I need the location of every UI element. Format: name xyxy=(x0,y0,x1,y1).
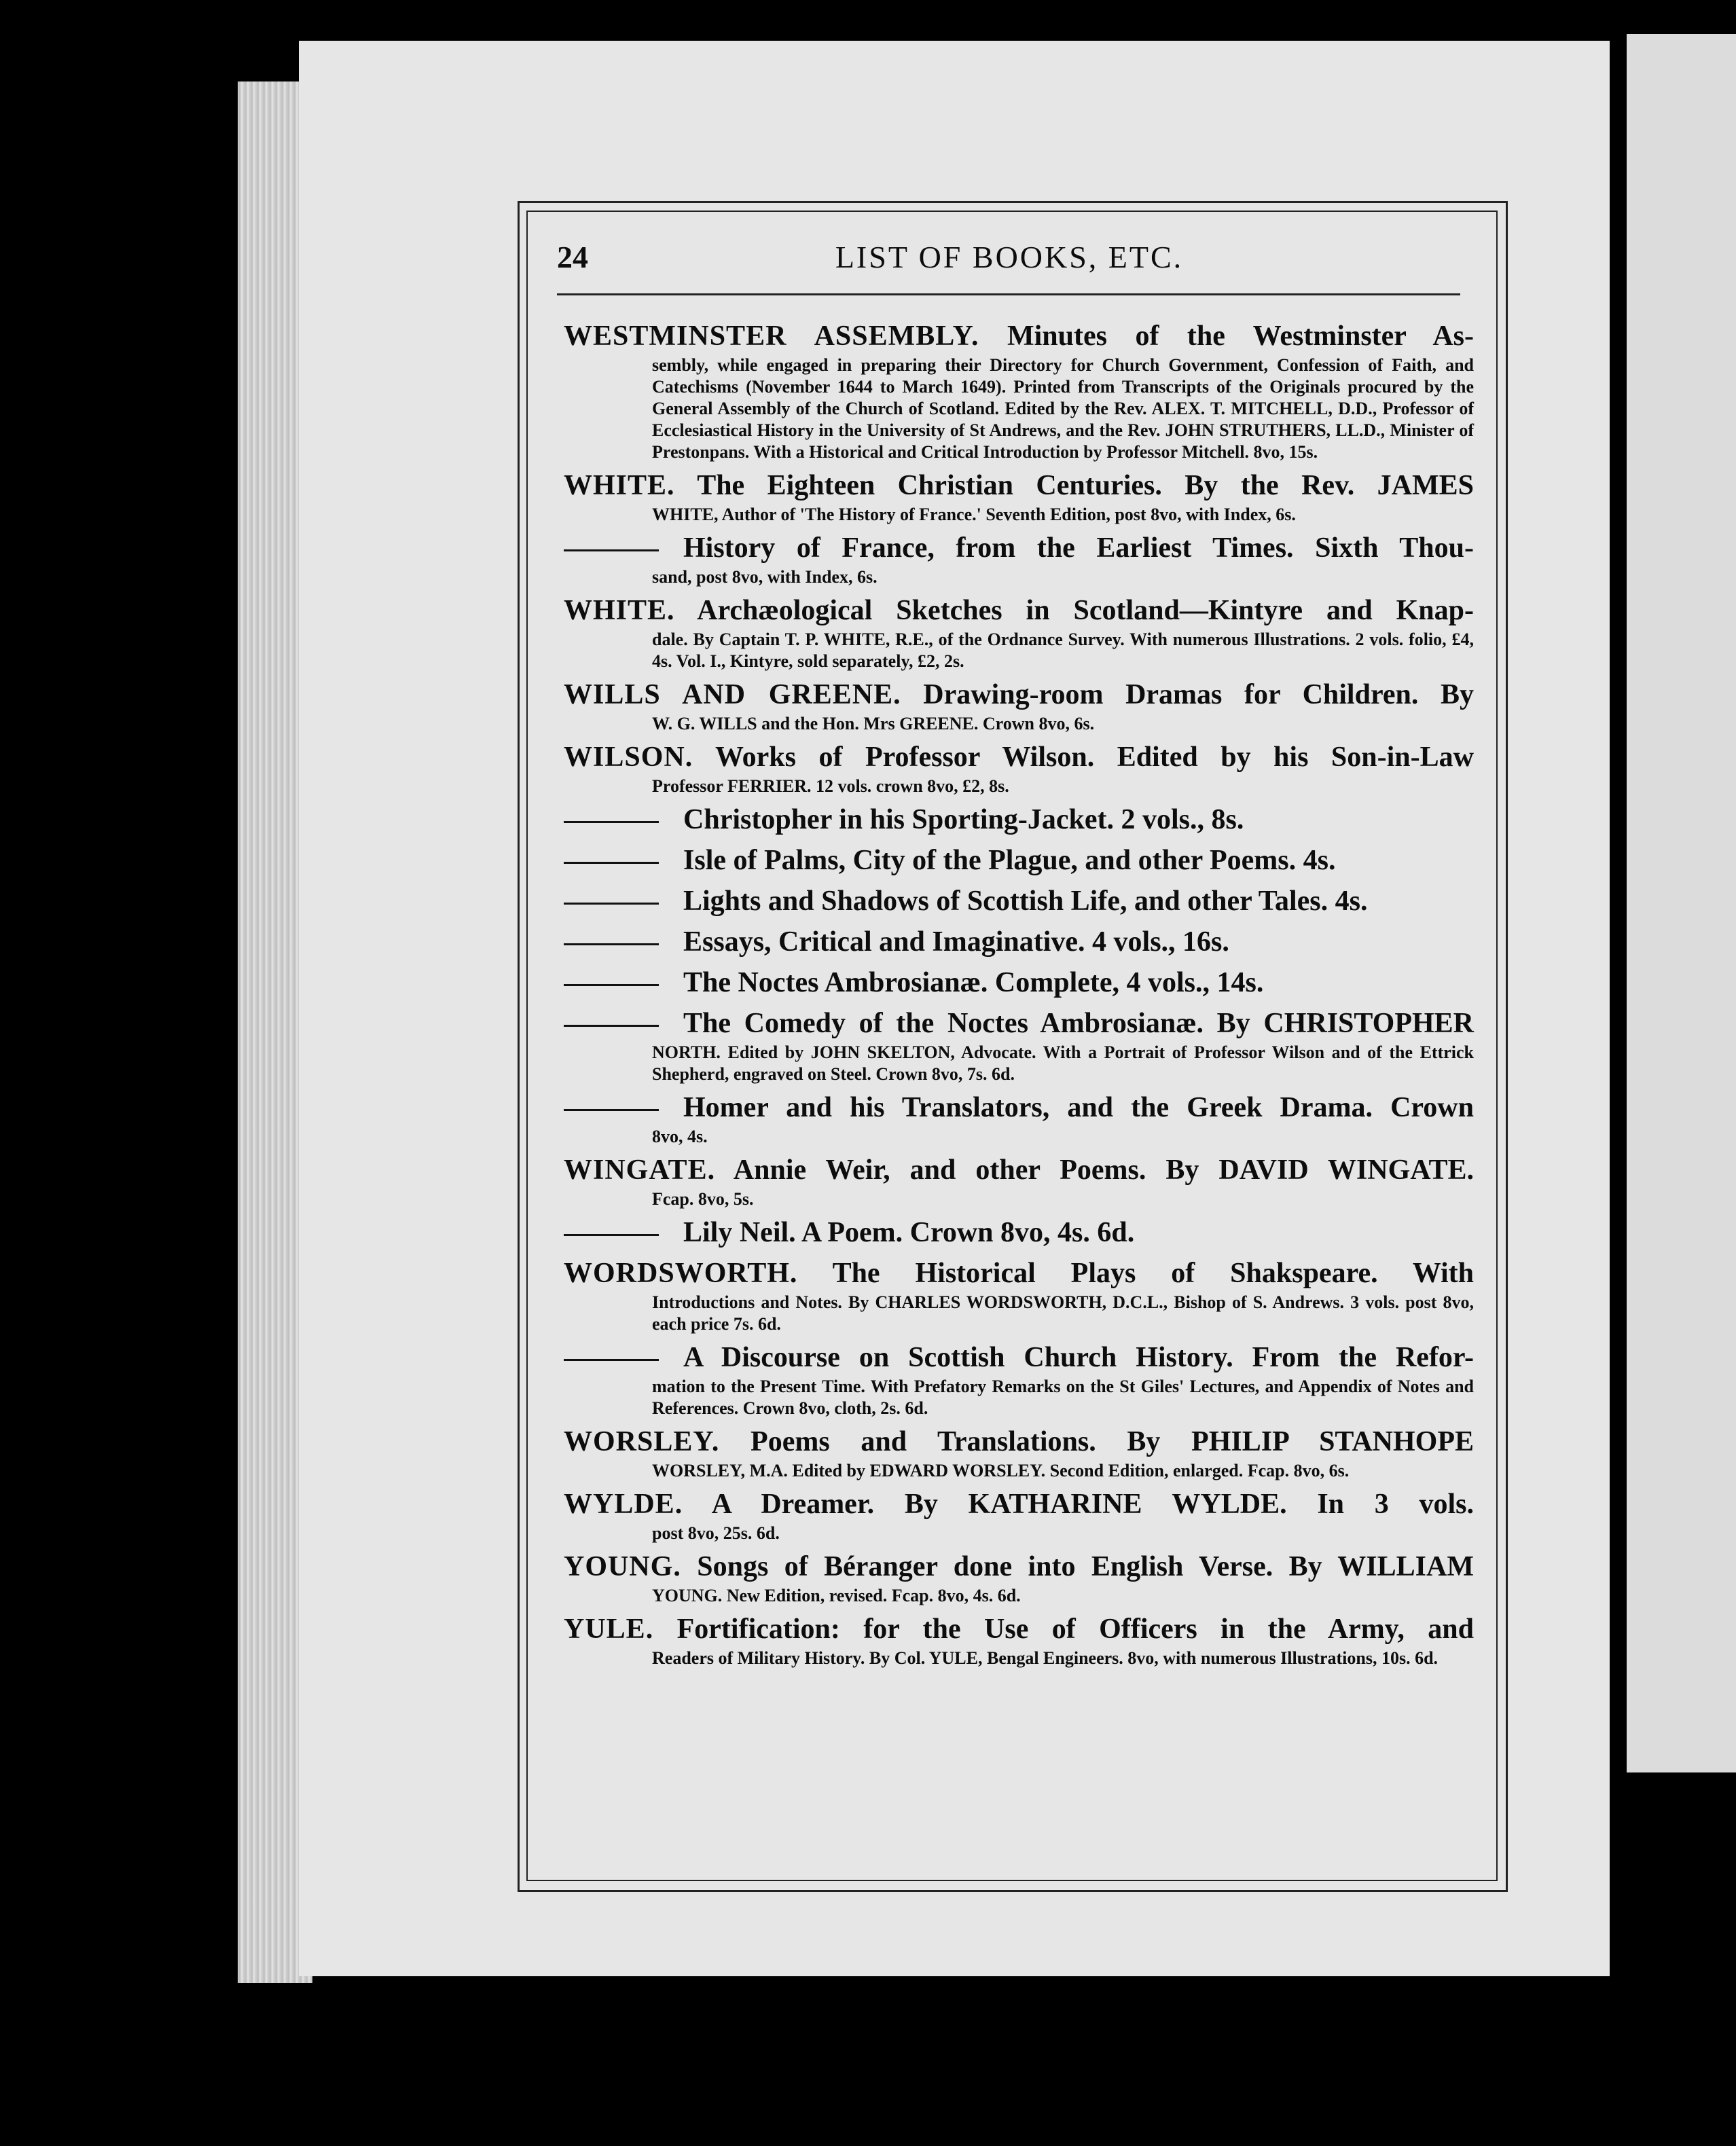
entry-title: Isle of Palms, City of the Plague, and other Poems. 4s. xyxy=(683,845,1336,876)
entry-detail: WORSLEY, M.A. Edited by EDWARD WORSLEY. Second Edition, enlarged. Fcap. 8vo, 6s. xyxy=(652,1461,1350,1480)
ditto-dash xyxy=(564,1109,659,1111)
book-entry xyxy=(564,883,1474,920)
book-entry xyxy=(564,1255,1474,1335)
entry-title: Homer and his Translators, and the Greek Drama. Crown xyxy=(683,1092,1474,1123)
entry-detail: Introductions and Notes. By CHARLES WORDSWORTH, D.C.L., Bishop of S. Andrews. 3 vols. post 8vo, each price 7s. 6d. xyxy=(652,1292,1474,1334)
entry-title-line xyxy=(564,676,1474,713)
entry-title: Drawing-room Dramas for Children. By xyxy=(923,679,1474,710)
entry-title-line xyxy=(564,1548,1474,1585)
entry-detail: YOUNG. New Edition, revised. Fcap. 8vo, 4s. 6d. xyxy=(652,1586,1021,1605)
entry-title: The Eighteen Christian Centuries. By the Rev. JAMES xyxy=(697,470,1474,501)
book-entry xyxy=(564,592,1474,672)
book-entry xyxy=(564,530,1474,588)
book-entry xyxy=(564,318,1474,463)
book-entry xyxy=(564,1152,1474,1210)
book-list xyxy=(564,318,1474,1673)
entry-author: WILSON. xyxy=(564,742,693,773)
ditto-dash xyxy=(564,943,659,945)
entry-title-line xyxy=(564,1152,1474,1188)
entry-author: WORDSWORTH. xyxy=(564,1258,798,1289)
entry-title-line xyxy=(564,842,1474,879)
entry-author: WHITE. xyxy=(564,595,675,626)
entry-author: WHITE. xyxy=(564,470,675,501)
entry-title: A Discourse on Scottish Church History. From the Refor- xyxy=(683,1342,1474,1373)
entry-detail: WHITE, Author of 'The History of France.' Seventh Edition, post 8vo, with Index, 6s. xyxy=(652,505,1296,524)
entry-detail: Fcap. 8vo, 5s. xyxy=(652,1189,754,1209)
book-entry xyxy=(564,467,1474,526)
book-entry xyxy=(564,739,1474,797)
entry-title-line xyxy=(564,1423,1474,1460)
entry-author: YULE. xyxy=(564,1614,654,1645)
entry-detail: mation to the Present Time. With Prefatory Remarks on the St Giles' Lectures, and Appendix of Notes and References. Crown 8vo, cloth, 2s. 6d. xyxy=(652,1377,1474,1418)
ditto-dash xyxy=(564,862,659,864)
entry-title: Lily Neil. A Poem. Crown 8vo, 4s. 6d. xyxy=(683,1217,1135,1248)
entry-title-line xyxy=(564,883,1474,920)
page-header xyxy=(543,232,1475,287)
entry-detail: dale. By Captain T. P. WHITE, R.E., of the Ordnance Survey. With numerous Illustrations. 2 vols. folio, £4, 4s. Vol. I., Kintyre, sold separately, £2, 2s. xyxy=(652,630,1474,671)
book-entry xyxy=(564,1089,1474,1148)
book-entry xyxy=(564,1005,1474,1085)
entry-title: Archæological Sketches in Scotland—Kintyre and Knap- xyxy=(697,595,1474,626)
entry-title-line xyxy=(564,467,1474,504)
entry-title-line xyxy=(564,1005,1474,1042)
entry-detail: W. G. WILLS and the Hon. Mrs GREENE. Crown 8vo, 6s. xyxy=(652,714,1095,733)
entry-title: Poems and Translations. By PHILIP STANHOPE xyxy=(751,1426,1474,1457)
running-head: LIST OF BOOKS, ETC. xyxy=(835,240,1184,274)
entry-detail: sand, post 8vo, with Index, 6s. xyxy=(652,567,878,587)
entry-title: Minutes of the Westminster As- xyxy=(1007,321,1475,352)
entry-detail: Readers of Military History. By Col. YULE, Bengal Engineers. 8vo, with numerous Illustrations, 10s. 6d. xyxy=(652,1648,1439,1668)
entry-detail: Professor FERRIER. 12 vols. crown 8vo, £2, 8s. xyxy=(652,776,1009,796)
book-entry xyxy=(564,1423,1474,1482)
entry-title: Annie Weir, and other Poems. By DAVID WINGATE. xyxy=(733,1154,1474,1186)
ditto-dash xyxy=(564,1234,659,1236)
entry-title: The Noctes Ambrosianæ. Complete, 4 vols., 14s. xyxy=(683,967,1264,998)
book-entry xyxy=(564,1611,1474,1669)
entry-title-line xyxy=(564,964,1474,1001)
entry-title: Fortification: for the Use of Officers in the Army, and xyxy=(676,1614,1475,1645)
book-entry xyxy=(564,801,1474,838)
book-entry xyxy=(564,964,1474,1001)
book-entry xyxy=(564,842,1474,879)
entry-author: WINGATE. xyxy=(564,1154,716,1186)
entry-title: Works of Professor Wilson. Edited by his Son-in-Law xyxy=(715,742,1474,773)
entry-detail: NORTH. Edited by JOHN SKELTON, Advocate. With a Portrait of Professor Wilson and of the Ettrick Shepherd, engraved on Steel. Crown 8vo, 7s. 6d. xyxy=(652,1042,1474,1084)
entry-title-line xyxy=(564,1486,1474,1523)
entry-author: YOUNG. xyxy=(564,1551,681,1582)
ditto-dash xyxy=(564,1359,659,1361)
book-entry xyxy=(564,1339,1474,1419)
ditto-dash xyxy=(564,549,659,551)
entry-title: Christopher in his Sporting-Jacket. 2 vols., 8s. xyxy=(683,804,1244,835)
entry-author: WYLDE. xyxy=(564,1489,683,1520)
book-entry xyxy=(564,1548,1474,1607)
book-entry xyxy=(564,1214,1474,1251)
entry-title-line xyxy=(564,318,1474,354)
entry-title-line xyxy=(564,1611,1474,1648)
entry-title: Essays, Critical and Imaginative. 4 vols., 16s. xyxy=(683,926,1229,958)
entry-author: WILLS AND GREENE. xyxy=(564,679,901,710)
entry-title: The Historical Plays of Shakspeare. With xyxy=(832,1258,1474,1289)
entry-detail: post 8vo, 25s. 6d. xyxy=(652,1523,780,1543)
entry-title: History of France, from the Earliest Times. Sixth Thou- xyxy=(683,532,1474,564)
entry-title: Songs of Béranger done into English Verse. By WILLIAM xyxy=(697,1551,1475,1582)
ditto-dash xyxy=(564,1025,659,1027)
entry-detail: 8vo, 4s. xyxy=(652,1127,708,1146)
entry-detail: sembly, while engaged in preparing their Directory for Church Government, Confession of Faith, and Catechisms (November 1644 to March 1649). Printed from Transcripts of the Originals procured by the General Assembly of the Church of Scotland. Edited by the Rev. ALEX. T. MITCHELL, D.D., Professor of Ecclesiastical History in the University of St Andrews, and the Rev. JOHN STRUTHERS, LL.D., Minister of Prestonpans. With a Historical and Critical Introduction by Professor Mitchell. 8vo, 15s. xyxy=(652,355,1474,462)
book-entry xyxy=(564,1486,1474,1544)
entry-title-line xyxy=(564,1089,1474,1126)
entry-title-line xyxy=(564,592,1474,629)
entry-title: The Comedy of the Noctes Ambrosianæ. By CHRISTOPHER xyxy=(683,1008,1474,1039)
ditto-dash xyxy=(564,903,659,905)
facing-page-edge xyxy=(1627,34,1736,1772)
entry-title-line xyxy=(564,1255,1474,1292)
entry-author: WORSLEY. xyxy=(564,1426,720,1457)
book-entry xyxy=(564,676,1474,735)
entry-title-line xyxy=(564,801,1474,838)
entry-title-line xyxy=(564,1214,1474,1251)
entry-title: Lights and Shadows of Scottish Life, and other Tales. 4s. xyxy=(683,886,1368,917)
entry-title-line xyxy=(564,924,1474,960)
entry-title-line xyxy=(564,530,1474,566)
entry-title-line xyxy=(564,739,1474,776)
entry-title-line xyxy=(564,1339,1474,1376)
entry-title: A Dreamer. By KATHARINE WYLDE. In 3 vols. xyxy=(711,1489,1474,1520)
book-entry xyxy=(564,924,1474,960)
ditto-dash xyxy=(564,821,659,823)
header-rule xyxy=(557,293,1460,295)
page-number: 24 xyxy=(557,240,588,274)
entry-author: WESTMINSTER ASSEMBLY. xyxy=(564,321,979,352)
ditto-dash xyxy=(564,984,659,986)
